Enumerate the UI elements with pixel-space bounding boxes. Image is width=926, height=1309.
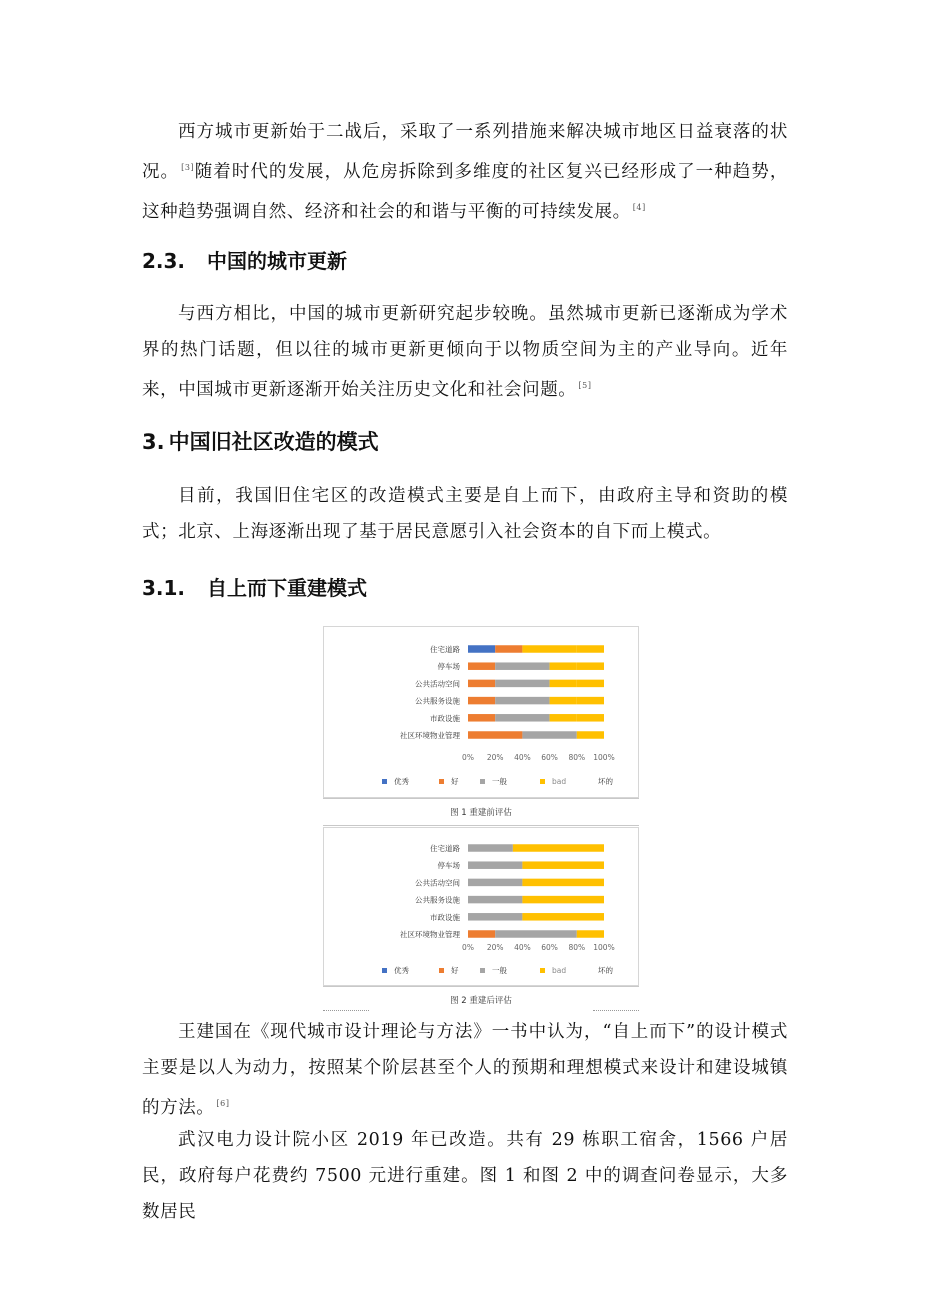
figure-2 [323,827,639,1013]
category-label: 市政设施 [430,912,460,922]
bar-segment-一般 [468,896,522,904]
paragraph-wuhan-case [142,1122,788,1230]
category-label: 住宅道路 [430,844,460,853]
category-label: 公共活动空间 [415,679,460,689]
category-label: 公共服务设施 [415,895,460,905]
citation-ref[interactable]: [6] [216,1099,230,1108]
legend-swatch [382,779,387,784]
x-tick-label: 100% [593,943,615,952]
category-label: 公共服务设施 [415,696,460,706]
paragraph-top-down-definition [142,1014,788,1126]
bar-segment-bad [522,896,604,904]
paragraph-text: 目前，我国旧住宅区的改造模式主要是自上而下，由政府主导和资助的模式；北京、上海逐渐出现了基于居民意愿引入社会资本的自下而上模式。 [142,486,788,542]
x-tick-label: 20% [486,753,504,762]
figure-caption: 图 2 重建后评估 [323,986,639,1013]
legend-label: bad [552,777,567,786]
bar-segment-bad [522,861,604,869]
section-title: 中国旧社区改造的模式 [168,430,379,454]
category-label: 停车场 [437,861,460,871]
paragraph-text: 与西方相比，中国的城市更新研究起步较晚。虽然城市更新已逐渐成为学术界的热门话题，但以往的城市更新更倾向于以物质空间为主的产业导向。近年来，中国城市更新逐渐开始关注历史文化和社会问题。 [142,304,788,400]
citation-ref[interactable]: [5] [578,381,592,390]
chart-after-reconstruction [324,828,638,985]
paragraph-current-model [142,478,788,550]
bar-segment-好 [495,645,522,653]
bar-segment-坏的 [577,714,604,722]
x-tick-label: 0% [462,753,474,762]
legend-label: 坏的 [598,777,613,786]
citation-ref[interactable]: [4] [632,202,646,212]
legend-label: 好 [451,777,459,786]
section-number: 3.1. [142,576,186,600]
x-tick-label: 80% [568,943,586,952]
section-heading-3-1 [142,572,367,601]
x-tick-label: 20% [486,943,504,952]
section-title: 自上而下重建模式 [207,576,367,600]
bar-segment-bad [522,913,604,921]
bar-segment-bad [513,844,604,852]
section-title: 中国的城市更新 [207,249,347,273]
category-label: 市政设施 [430,713,460,723]
chart-frame [323,626,639,798]
category-label: 公共活动空间 [415,878,460,888]
x-tick-label: 40% [514,753,531,762]
paragraph-western-renewal [142,114,788,230]
legend-label: 一般 [492,966,507,975]
bar-segment-好 [468,662,495,670]
chart-frame [323,827,639,986]
x-tick-label: 80% [568,753,586,762]
bar-segment-一般 [468,913,522,921]
x-tick-label: 60% [541,943,558,952]
category-label: 社区环境物业管理 [400,930,460,939]
bar-segment-好 [468,680,495,688]
category-label: 住宅道路 [430,645,460,654]
legend-swatch [480,968,485,973]
section-heading-3 [142,426,379,456]
legend-swatch [439,968,444,973]
legend-swatch [439,779,444,784]
bar-segment-好 [468,731,522,739]
bar-segment-坏的 [577,645,604,653]
legend-label: 坏的 [598,966,613,975]
bar-segment-一般 [522,731,576,739]
bar-segment-好 [468,697,495,705]
bar-segment-bad [577,930,604,938]
chart-before-reconstruction [324,627,638,797]
category-label: 社区环境物业管理 [400,731,460,740]
legend-swatch [480,779,485,784]
bar-segment-bad [550,714,577,722]
paragraph-text: 随着时代的发展，从危房拆除到多维度的社区复兴已经形成了一种趋势，这种趋势强调自然、经济和社会的和谐与平衡的可持续发展。 [142,161,788,222]
legend-label: 好 [451,966,459,975]
bar-segment-好 [468,930,495,938]
section-number: 3. [142,430,165,454]
bar-segment-好 [468,714,495,722]
legend-label: 优秀 [394,966,409,975]
x-tick-label: 100% [593,753,615,762]
bar-segment-一般 [468,879,522,887]
legend-label: 一般 [492,777,507,786]
bar-segment-bad [522,645,576,653]
figure-1 [323,626,639,826]
section-number: 2.3. [142,249,186,273]
paragraph-china-renewal [142,296,788,408]
bar-segment-坏的 [577,680,604,688]
bar-segment-bad [550,662,577,670]
paragraph-text: 西方城市更新始于二战后，采取了一系列措施来解决城市地区日益衰落的状况。 [142,122,788,182]
legend-swatch [540,968,545,973]
citation-ref[interactable]: [3] [181,163,195,172]
figure-caption: 图 1 重建前评估 [323,798,639,826]
bar-segment-一般 [495,714,549,722]
bar-segment-bad [550,697,577,705]
bar-segment-一般 [495,680,549,688]
bar-segment-bad [550,680,577,688]
legend-label: bad [552,966,567,975]
bar-segment-一般 [495,930,577,938]
legend-swatch [382,968,387,973]
bar-segment-一般 [468,861,522,869]
x-tick-label: 40% [514,943,531,952]
bar-segment-一般 [495,662,549,670]
section-heading-2-3 [142,245,347,274]
legend-label: 优秀 [394,777,409,786]
x-tick-label: 0% [462,943,474,952]
bar-segment-坏的 [577,731,604,739]
bar-segment-一般 [495,697,549,705]
legend-swatch [540,779,545,784]
bar-segment-坏的 [577,697,604,705]
bar-segment-bad [522,879,604,887]
paragraph-text: 武汉电力设计院小区 2019 年已改造。共有 29 栋职工宿舍，1566 户居民，政府每户花费约 7500 元进行重建。图 1 和图 2 中的调查问卷显示，大多数居民 [142,1130,788,1222]
bar-segment-优秀 [468,645,495,653]
x-tick-label: 60% [541,753,558,762]
bar-segment-坏的 [577,662,604,670]
bar-segment-一般 [468,844,513,852]
paragraph-text: 王建国在《现代城市设计理论与方法》一书中认为，“自上而下”的设计模式主要是以人为动力，按照某个阶层甚至个人的预期和理想模式来设计和建设城镇的方法。 [142,1022,788,1118]
category-label: 停车场 [437,662,460,672]
